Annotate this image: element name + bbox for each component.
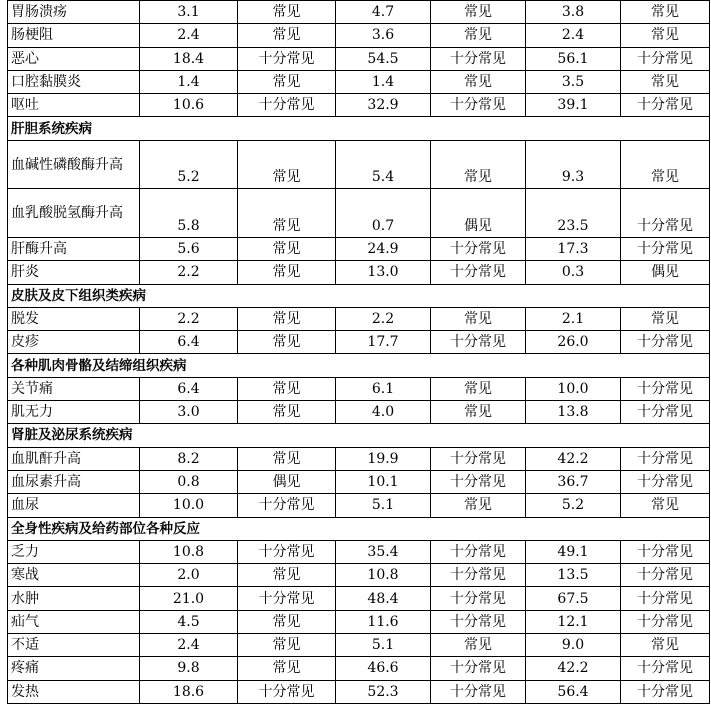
table-row [8, 24, 710, 47]
adverse-event-name: 血尿素升高 [8, 470, 140, 493]
frequency-category-cell: 常见 [238, 70, 336, 93]
frequency-category-cell: 常见 [238, 1, 336, 24]
frequency-category-cell: 常见 [431, 307, 526, 330]
incidence-rate-cell: 5.2 [526, 494, 621, 517]
frequency-category-cell: 十分常见 [431, 610, 526, 633]
incidence-rate-cell: 1.4 [336, 70, 431, 93]
incidence-rate-cell: 0.3 [526, 261, 621, 284]
incidence-rate-cell: 13.0 [336, 261, 431, 284]
frequency-category-cell: 常见 [431, 1, 526, 24]
adverse-event-name: 血乳酸脱氢酶升高 [8, 189, 140, 238]
frequency-category-cell: 常见 [238, 401, 336, 424]
incidence-rate-cell: 2.2 [140, 307, 238, 330]
section-title: 各种肌肉骨骼及结缔组织疾病 [8, 354, 710, 377]
table-row [8, 377, 710, 400]
incidence-rate-cell: 13.8 [526, 401, 621, 424]
frequency-category-cell: 常见 [621, 494, 710, 517]
frequency-category-cell: 十分常见 [431, 261, 526, 284]
frequency-category-cell: 十分常见 [621, 680, 710, 703]
adverse-event-name: 关节痛 [8, 377, 140, 400]
table-row [8, 331, 710, 354]
incidence-rate-cell: 9.0 [526, 634, 621, 657]
adverse-event-name: 水肿 [8, 587, 140, 610]
incidence-rate-cell: 32.9 [336, 94, 431, 117]
frequency-category-cell: 常见 [238, 24, 336, 47]
frequency-category-cell: 十分常见 [431, 331, 526, 354]
frequency-category-cell: 十分常见 [621, 401, 710, 424]
frequency-category-cell: 十分常见 [431, 657, 526, 680]
incidence-rate-cell: 10.8 [140, 540, 238, 563]
table-body [8, 1, 710, 704]
frequency-category-cell: 常见 [238, 657, 336, 680]
section-title: 全身性疾病及给药部位各种反应 [8, 517, 710, 540]
frequency-category-cell: 十分常见 [431, 540, 526, 563]
frequency-category-cell: 十分常见 [621, 447, 710, 470]
frequency-category-cell: 常见 [238, 377, 336, 400]
adverse-event-name: 乏力 [8, 540, 140, 563]
incidence-rate-cell: 8.2 [140, 447, 238, 470]
adverse-event-name: 血肌酐升高 [8, 447, 140, 470]
incidence-rate-cell: 26.0 [526, 331, 621, 354]
frequency-category-cell: 常见 [238, 261, 336, 284]
incidence-rate-cell: 5.1 [336, 634, 431, 657]
incidence-rate-cell: 9.3 [526, 140, 621, 189]
incidence-rate-cell: 48.4 [336, 587, 431, 610]
incidence-rate-cell: 5.1 [336, 494, 431, 517]
frequency-category-cell: 十分常见 [431, 237, 526, 260]
incidence-rate-cell: 2.1 [526, 307, 621, 330]
table-row [8, 470, 710, 493]
incidence-rate-cell: 2.2 [140, 261, 238, 284]
frequency-category-cell: 十分常见 [238, 680, 336, 703]
frequency-category-cell: 十分常见 [621, 540, 710, 563]
frequency-category-cell: 十分常见 [621, 564, 710, 587]
table-row [8, 610, 710, 633]
incidence-rate-cell: 2.2 [336, 307, 431, 330]
adverse-event-name: 疝气 [8, 610, 140, 633]
incidence-rate-cell: 10.8 [336, 564, 431, 587]
incidence-rate-cell: 6.4 [140, 377, 238, 400]
frequency-category-cell: 十分常见 [238, 587, 336, 610]
frequency-category-cell: 偶见 [431, 189, 526, 238]
incidence-rate-cell: 67.5 [526, 587, 621, 610]
incidence-rate-cell: 17.7 [336, 331, 431, 354]
incidence-rate-cell: 9.8 [140, 657, 238, 680]
table-row [8, 70, 710, 93]
adverse-event-name: 疼痛 [8, 657, 140, 680]
section-header-row [8, 424, 710, 447]
frequency-category-cell: 十分常见 [238, 94, 336, 117]
table-row [8, 47, 710, 70]
incidence-rate-cell: 12.1 [526, 610, 621, 633]
adverse-event-name: 恶心 [8, 47, 140, 70]
incidence-rate-cell: 56.1 [526, 47, 621, 70]
table-row [8, 494, 710, 517]
table-row [8, 680, 710, 703]
frequency-category-cell: 十分常见 [431, 47, 526, 70]
incidence-rate-cell: 21.0 [140, 587, 238, 610]
frequency-category-cell: 常见 [621, 70, 710, 93]
frequency-category-cell: 常见 [238, 307, 336, 330]
incidence-rate-cell: 1.4 [140, 70, 238, 93]
frequency-category-cell: 偶见 [621, 261, 710, 284]
frequency-category-cell: 常见 [238, 140, 336, 189]
incidence-rate-cell: 10.0 [140, 494, 238, 517]
table-row [8, 261, 710, 284]
incidence-rate-cell: 56.4 [526, 680, 621, 703]
adverse-event-name: 不适 [8, 634, 140, 657]
frequency-category-cell: 十分常见 [431, 94, 526, 117]
adverse-event-name: 肝酶升高 [8, 237, 140, 260]
incidence-rate-cell: 10.1 [336, 470, 431, 493]
adverse-event-name: 口腔黏膜炎 [8, 70, 140, 93]
incidence-rate-cell: 54.5 [336, 47, 431, 70]
incidence-rate-cell: 42.2 [526, 657, 621, 680]
table-row [8, 634, 710, 657]
table-row [8, 307, 710, 330]
incidence-rate-cell: 35.4 [336, 540, 431, 563]
frequency-category-cell: 常见 [238, 237, 336, 260]
incidence-rate-cell: 3.1 [140, 1, 238, 24]
adverse-event-name: 血碱性磷酸酶升高 [8, 140, 140, 189]
table-row [8, 540, 710, 563]
incidence-rate-cell: 3.5 [526, 70, 621, 93]
frequency-category-cell: 十分常见 [431, 587, 526, 610]
incidence-rate-cell: 4.5 [140, 610, 238, 633]
incidence-rate-cell: 3.8 [526, 1, 621, 24]
frequency-category-cell: 常见 [431, 401, 526, 424]
incidence-rate-cell: 13.5 [526, 564, 621, 587]
incidence-rate-cell: 5.8 [140, 189, 238, 238]
frequency-category-cell: 十分常见 [621, 47, 710, 70]
incidence-rate-cell: 3.0 [140, 401, 238, 424]
incidence-rate-cell: 46.6 [336, 657, 431, 680]
section-header-row [8, 284, 710, 307]
adverse-event-name: 脱发 [8, 307, 140, 330]
frequency-category-cell: 常见 [238, 447, 336, 470]
adverse-event-name: 皮疹 [8, 331, 140, 354]
incidence-rate-cell: 39.1 [526, 94, 621, 117]
incidence-rate-cell: 42.2 [526, 447, 621, 470]
adverse-event-name: 血尿 [8, 494, 140, 517]
frequency-category-cell: 常见 [238, 564, 336, 587]
table-row [8, 140, 710, 189]
incidence-rate-cell: 36.7 [526, 470, 621, 493]
table-row [8, 189, 710, 238]
section-title: 皮肤及皮下组织类疾病 [8, 284, 710, 307]
frequency-category-cell: 十分常见 [621, 587, 710, 610]
incidence-rate-cell: 0.7 [336, 189, 431, 238]
frequency-category-cell: 十分常见 [621, 657, 710, 680]
incidence-rate-cell: 18.4 [140, 47, 238, 70]
incidence-rate-cell: 5.4 [336, 140, 431, 189]
incidence-rate-cell: 5.2 [140, 140, 238, 189]
incidence-rate-cell: 23.5 [526, 189, 621, 238]
incidence-rate-cell: 24.9 [336, 237, 431, 260]
table-row [8, 564, 710, 587]
table-row [8, 587, 710, 610]
frequency-category-cell: 十分常见 [621, 237, 710, 260]
incidence-rate-cell: 17.3 [526, 237, 621, 260]
incidence-rate-cell: 4.0 [336, 401, 431, 424]
frequency-category-cell: 十分常见 [431, 470, 526, 493]
section-title: 肾脏及泌尿系统疾病 [8, 424, 710, 447]
incidence-rate-cell: 2.0 [140, 564, 238, 587]
adverse-event-name: 肌无力 [8, 401, 140, 424]
table-row [8, 237, 710, 260]
incidence-rate-cell: 0.8 [140, 470, 238, 493]
frequency-category-cell: 常见 [621, 140, 710, 189]
frequency-category-cell: 常见 [238, 610, 336, 633]
adverse-event-name: 肠梗阻 [8, 24, 140, 47]
frequency-category-cell: 偶见 [238, 470, 336, 493]
incidence-rate-cell: 11.6 [336, 610, 431, 633]
incidence-rate-cell: 2.4 [526, 24, 621, 47]
frequency-category-cell: 十分常见 [238, 540, 336, 563]
section-header-row [8, 117, 710, 140]
incidence-rate-cell: 2.4 [140, 634, 238, 657]
table-row [8, 94, 710, 117]
table-row [8, 447, 710, 470]
frequency-category-cell: 常见 [238, 189, 336, 238]
frequency-category-cell: 十分常见 [431, 447, 526, 470]
adverse-event-name: 寒战 [8, 564, 140, 587]
frequency-category-cell: 十分常见 [621, 610, 710, 633]
table-row [8, 1, 710, 24]
section-header-row [8, 354, 710, 377]
frequency-category-cell: 十分常见 [621, 94, 710, 117]
frequency-category-cell: 常见 [431, 377, 526, 400]
incidence-rate-cell: 6.4 [140, 331, 238, 354]
frequency-category-cell: 常见 [621, 1, 710, 24]
section-title: 肝胆系统疾病 [8, 117, 710, 140]
incidence-rate-cell: 6.1 [336, 377, 431, 400]
frequency-category-cell: 常见 [431, 494, 526, 517]
frequency-category-cell: 常见 [431, 140, 526, 189]
adverse-event-name: 肝炎 [8, 261, 140, 284]
frequency-category-cell: 常见 [621, 24, 710, 47]
frequency-category-cell: 常见 [431, 70, 526, 93]
table-row [8, 401, 710, 424]
frequency-category-cell: 常见 [431, 634, 526, 657]
incidence-rate-cell: 5.6 [140, 237, 238, 260]
incidence-rate-cell: 10.6 [140, 94, 238, 117]
frequency-category-cell: 十分常见 [431, 564, 526, 587]
incidence-rate-cell: 3.6 [336, 24, 431, 47]
frequency-category-cell: 十分常见 [621, 377, 710, 400]
incidence-rate-cell: 19.9 [336, 447, 431, 470]
frequency-category-cell: 十分常见 [621, 331, 710, 354]
adverse-event-name: 发热 [8, 680, 140, 703]
adverse-event-name: 胃肠溃疡 [8, 1, 140, 24]
incidence-rate-cell: 18.6 [140, 680, 238, 703]
frequency-category-cell: 十分常见 [238, 47, 336, 70]
section-header-row [8, 517, 710, 540]
frequency-category-cell: 十分常见 [431, 680, 526, 703]
table-row [8, 657, 710, 680]
incidence-rate-cell: 49.1 [526, 540, 621, 563]
frequency-category-cell: 十分常见 [621, 470, 710, 493]
adverse-event-name: 呕吐 [8, 94, 140, 117]
frequency-category-cell: 十分常见 [238, 494, 336, 517]
incidence-rate-cell: 52.3 [336, 680, 431, 703]
adverse-reaction-table [7, 0, 710, 704]
incidence-rate-cell: 4.7 [336, 1, 431, 24]
frequency-category-cell: 常见 [238, 331, 336, 354]
incidence-rate-cell: 10.0 [526, 377, 621, 400]
frequency-category-cell: 常见 [238, 634, 336, 657]
incidence-rate-cell: 2.4 [140, 24, 238, 47]
frequency-category-cell: 十分常见 [621, 189, 710, 238]
frequency-category-cell: 常见 [621, 307, 710, 330]
frequency-category-cell: 常见 [431, 24, 526, 47]
frequency-category-cell: 常见 [621, 634, 710, 657]
